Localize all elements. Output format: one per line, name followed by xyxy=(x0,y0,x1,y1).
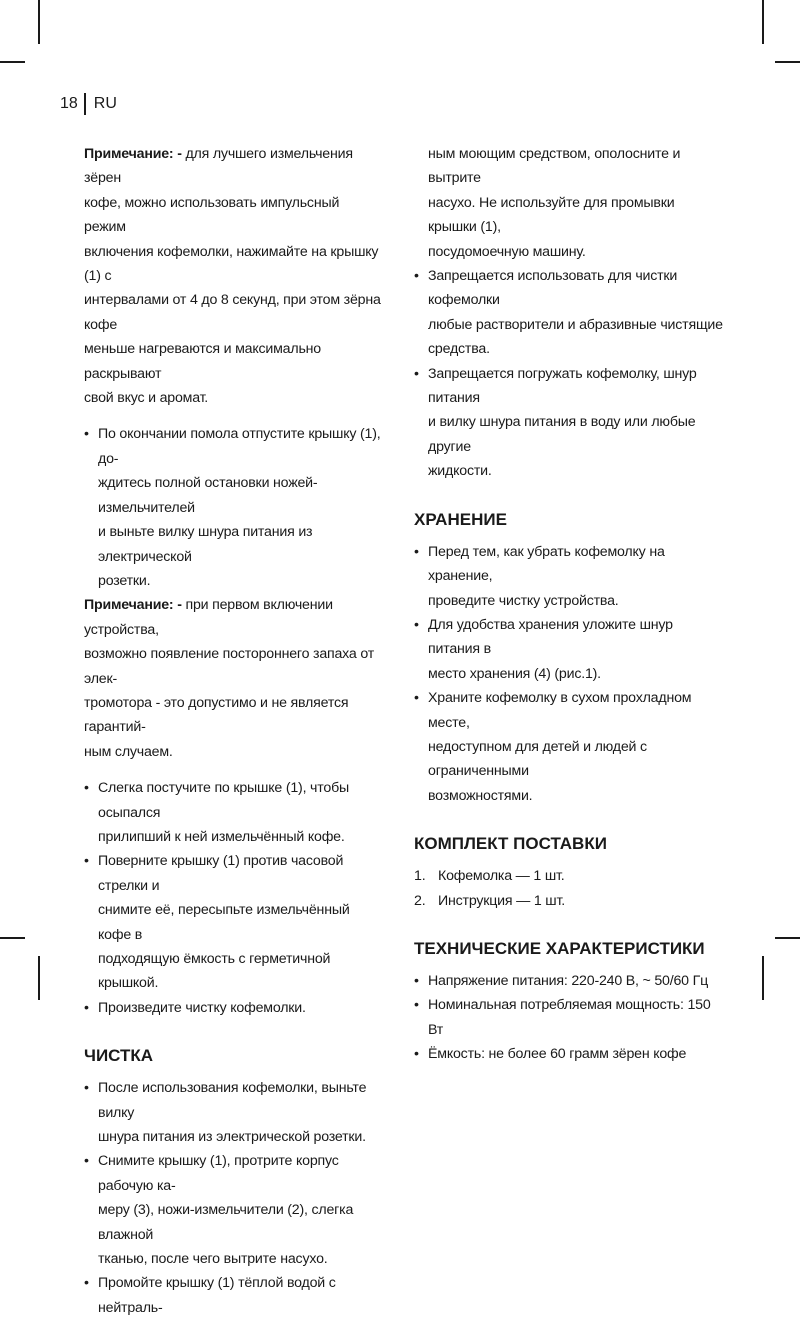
bullet-list xyxy=(84,1076,384,1320)
right-column xyxy=(414,142,724,1067)
list-item: • Храните кофемолку в сухом прохладном месте, недоступном для детей и людей с ограниченными возможностями. xyxy=(414,686,724,808)
crop-mark xyxy=(775,937,800,939)
list-item: • Перед тем, как убрать кофемолку на хранение, проведите чистку устройства. xyxy=(414,540,724,613)
note-label: Примечание: - xyxy=(84,597,182,614)
list-item: • По окончании помола отпустите крышку (1), до- ждитесь полной остановки ножей-измельчителей и выньте вилку шнура питания из электрической розетки. xyxy=(84,422,384,593)
list-item: • Снимите крышку (1), протрите корпус рабочую ка- меру (3), ножи-измельчители (2), слегка влажной тканью, после чего вытрите насухо. xyxy=(84,1149,384,1271)
crop-mark xyxy=(762,956,764,1000)
note-paragraph: Примечание: - для лучшего измельчения зёрен кофе, можно использовать импульсный режим включения кофемолки, нажимайте на крышку (1) с интервалами от 4 до 8 секунд, при этом зёрна кофе меньше нагреваются и максимально раскрывают свой вкус и аромат. xyxy=(84,146,381,407)
list-item: • Запрещается погружать кофемолку, шнур питания и вилку шнура питания в воду или любые другие жидкости. xyxy=(414,362,724,484)
crop-mark xyxy=(0,61,25,63)
bullet-list xyxy=(414,264,724,484)
page-header xyxy=(60,93,117,115)
note-label: Примечание: - xyxy=(84,146,182,162)
list-item: 1. Кофемолка — 1 шт. xyxy=(414,864,724,888)
section-heading-cleaning: ЧИСТКА xyxy=(84,1046,154,1066)
list-item: • Промойте крышку (1) тёплой водой с нейтраль- xyxy=(84,1271,384,1320)
language-code: RU xyxy=(93,95,117,112)
list-item: • Напряжение питания: 220-240 В, ~ 50/60 Гц xyxy=(414,969,724,993)
bullet-list xyxy=(414,969,724,1067)
crop-mark xyxy=(775,61,800,63)
crop-mark xyxy=(762,0,764,44)
note-paragraph: Примечание: - при первом включении устройства, возможно появление постороннего запаха от элек- тромотора - это допустимо и не является гарантий- ным случаем. xyxy=(84,597,375,760)
item-number: 1. xyxy=(414,868,426,885)
bullet-list xyxy=(84,422,384,593)
crop-mark xyxy=(38,956,40,1000)
list-item: • Ёмкость: не более 60 грамм зёрен кофе xyxy=(414,1042,724,1066)
list-item: • Поверните крышку (1) против часовой стрелки и снимите её, пересыпьте измельчённый кофе в подходящую ёмкость с герметичной крышкой. xyxy=(84,849,384,995)
left-column xyxy=(84,142,384,1320)
section-heading-storage: ХРАНЕНИЕ xyxy=(414,509,507,529)
section-heading-specs: ТЕХНИЧЕСКИЕ ХАРАКТЕРИСТИКИ xyxy=(414,938,705,958)
list-item: • Слегка постучите по крышке (1), чтобы осыпался прилипший к ней измельчённый кофе. xyxy=(84,776,384,849)
list-item: • Для удобства хранения уложите шнур питания в место хранения (4) (рис.1). xyxy=(414,613,724,686)
list-item: • Запрещается использовать для чистки кофемолки любые растворители и абразивные чистящие средства. xyxy=(414,264,724,362)
section-heading-package: КОМПЛЕКТ ПОСТАВКИ xyxy=(414,834,607,854)
continued-text: ным моющим средством, ополосните и вытрите насухо. Не используйте для промывки крышки (1), посудомоечную машину. xyxy=(428,146,681,260)
list-item: • Произведите чистку кофемолки. xyxy=(84,996,384,1020)
bullet-list xyxy=(414,540,724,808)
bullet-list xyxy=(84,776,384,1020)
item-number: 2. xyxy=(414,892,426,909)
header-divider xyxy=(84,93,86,115)
page-number: 18 xyxy=(60,95,78,112)
list-item: • После использования кофемолки, выньте вилку шнура питания из электрической розетки. xyxy=(84,1076,384,1149)
numbered-list xyxy=(414,864,724,913)
crop-mark xyxy=(38,0,40,44)
list-item: 2. Инструкция — 1 шт. xyxy=(414,889,724,913)
crop-mark xyxy=(0,937,25,939)
list-item: • Номинальная потребляемая мощность: 150 Вт xyxy=(414,993,724,1042)
